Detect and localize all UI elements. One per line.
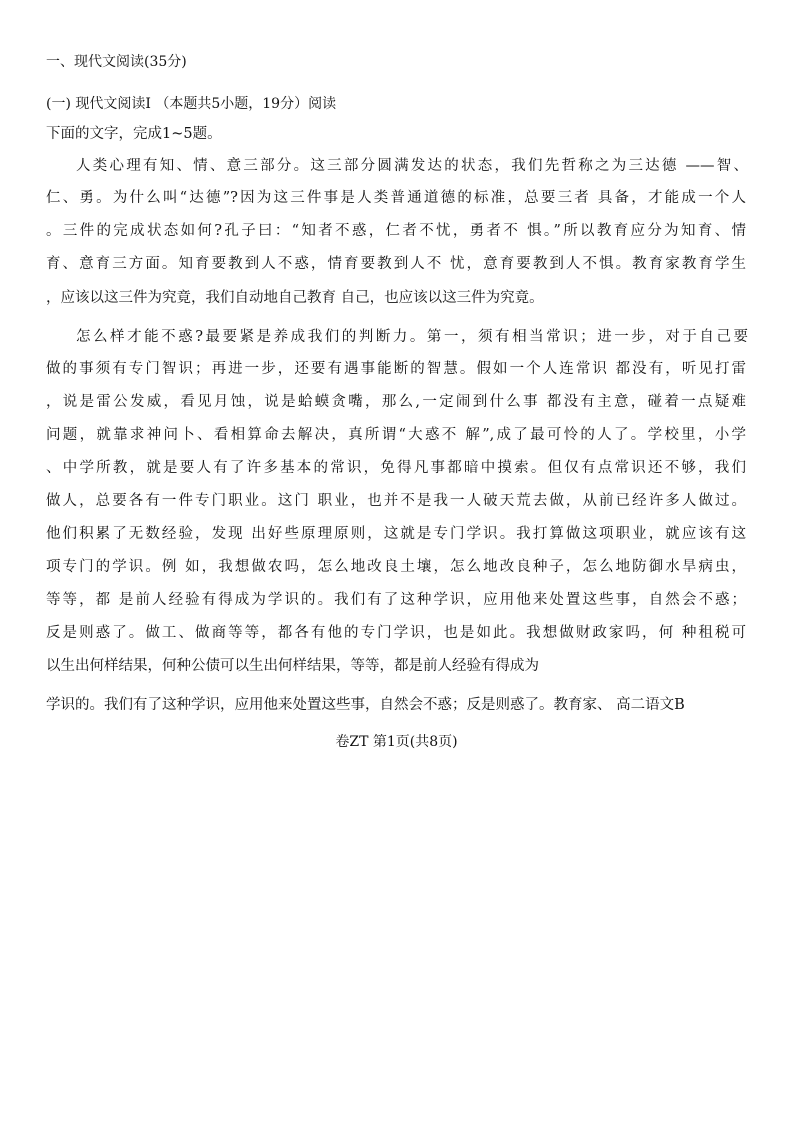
paragraph-line: 以生出何样结果，何种公债可以生出何样结果，等等，都是前人经验有得成为 xyxy=(46,658,539,674)
paragraph-line: 他们积累了无数经验，发现 出好些原理原则，这就是专门学识。我打算做这项职业，就应该有这 xyxy=(46,526,746,542)
paragraph-line: ，说是雷公发威，看见月蚀，说是蛤蟆贪嘴，那么,一定闹到什么事 都没有主意，碰着一点疑难 xyxy=(46,394,746,410)
subsection-title: (一) 现代文阅读I （本题共5小题，19分）阅读 xyxy=(46,96,337,112)
paragraph-line: ，应该以这三件为究竟，我们自动地自己教育 自己，也应该以这三件为究竟。 xyxy=(46,290,544,306)
paragraph-line: 怎么样才能不惑?最要紧是养成我们的判断力。第一，须有相当常识；进一步，对于自己要 xyxy=(76,329,748,345)
paragraph-line: 等等，都 是前人经验有得成为学识的。我们有了这种学识，应用他来处置这些事，自然会不惑； xyxy=(46,592,746,608)
section-title: 一、现代文阅读(35分) xyxy=(46,54,187,70)
paragraph-line: 仁、勇。为什么叫“达德”?因为这三件事是人类普通道德的标准，总要三者 具备，才能成一个人 xyxy=(46,190,746,206)
paragraph-line: 人类心理有知、情、意三部分。这三部分圆满发达的状态，我们先哲称之为三达德 ——智、 xyxy=(76,158,748,174)
paragraph-line: 问题，就靠求神问卜、看相算命去解决，真所谓“大惑不 解”,成了最可怜的人了。学校里，小学 xyxy=(46,427,746,443)
paragraph-line: 、中学所教，就是要人有了许多基本的常识，免得凡事都暗中摸索。但仅有点常识还不够，我们 xyxy=(46,460,746,476)
paragraph-line: 反是则惑了。做工、做商等等，都各有他的专门学识，也是如此。我想做财政家吗，何 种租税可 xyxy=(46,625,746,641)
paragraph-line: 育、意育三方面。知育要教到人不惑，情育要教到人不 忧，意育要教到人不惧。教育家教育学生 xyxy=(46,256,746,272)
paragraph-line: 做人，总要各有一件专门职业。这门 职业，也并不是我一人破天荒去做，从前已经许多人做过。 xyxy=(46,493,746,509)
page-footer: 卷ZT 第1页(共8页) xyxy=(335,734,458,750)
paragraph-line: 学识的。我们有了这种学识，应用他来处置这些事，自然会不惑；反是则惑了。教育家、 高二语文B xyxy=(46,697,685,713)
paragraph-line: 项专门的学识。例 如，我想做农吗，怎么地改良土壤，怎么地改良种子，怎么地防御水旱病虫， xyxy=(46,559,746,575)
instruction-text: 下面的文字，完成1~5题。 xyxy=(46,126,222,142)
paragraph-line: 。三件的完成状态如何?孔子曰：“知者不惑，仁者不忧，勇者不 惧。”所以教育应分为知育、情 xyxy=(46,223,746,239)
paragraph-line: 做的事须有专门智识；再进一步，还要有遇事能断的智慧。假如一个人连常识 都没有，听见打雷 xyxy=(46,361,746,377)
